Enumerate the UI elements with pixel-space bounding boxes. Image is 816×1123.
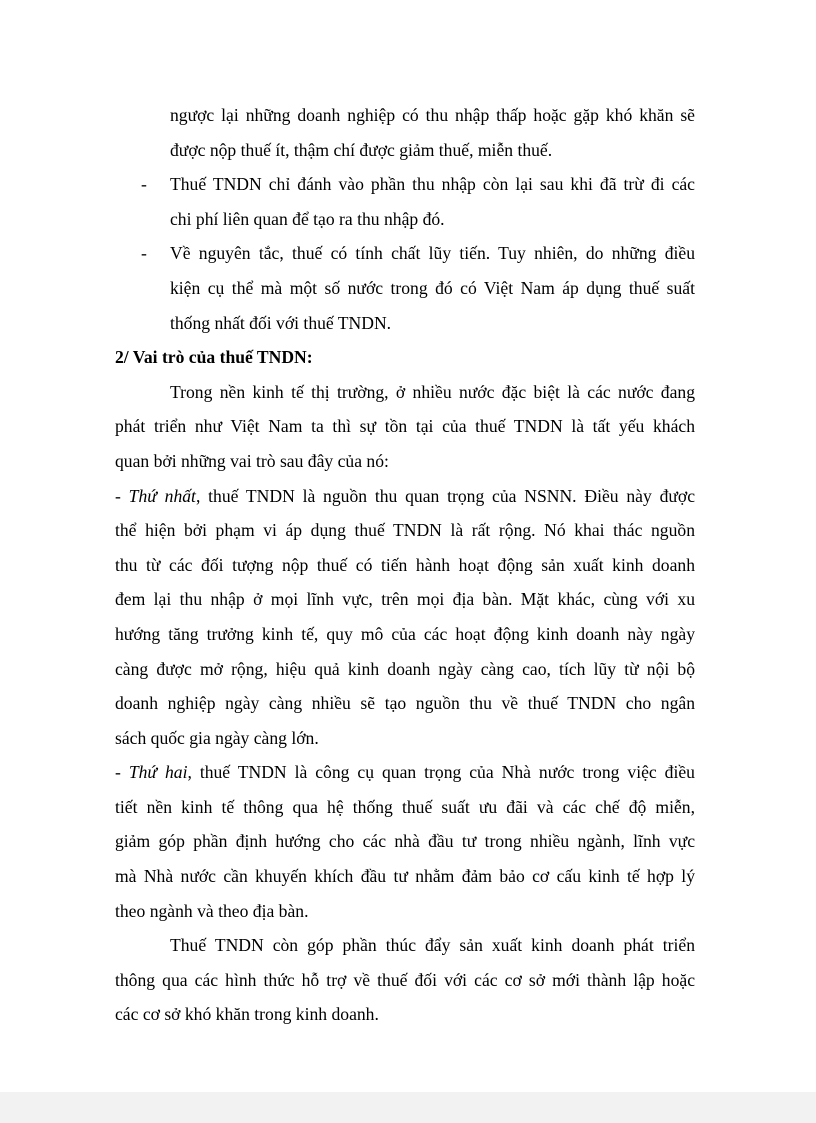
first-role-line-1 [115,479,695,514]
second-role-line-4: mà Nhà nước cần khuyến khích đầu tư nhằm đảm bảo cơ cấu kinh tế hợp lý [115,866,695,887]
second-role-line-2: tiết nền kinh tế thông qua hệ thống thuế suất ưu đãi và các chế độ miễn, [115,796,695,817]
second-role-line-5: theo ngành và theo địa bàn. [115,900,309,921]
bullet-3-line-2: kiện cụ thể mà một số nước trong đó có Việt Nam áp dụng thuế suất [170,277,695,298]
first-role-text-1: , thuế TNDN là nguồn thu quan trọng của NSNN. Điều này được [195,485,696,506]
bullet-2-text-1: Thuế TNDN chỉ đánh vào phần thu nhập còn lại sau khi đã trừ đi các [170,174,695,195]
bullet-dash: - [141,174,147,195]
bullet-3-text-1: Về nguyên tắc, thuế có tính chất lũy tiến. Tuy nhiên, do những điều [170,243,695,264]
first-role-line-3: thu từ các đối tượng nộp thuế có tiến hành hoạt động sản xuất kinh doanh [115,554,695,575]
first-role-line-4: đem lại thu nhập ở mọi lĩnh vực, trên mọi địa bàn. Mặt khác, cùng với xu [115,589,695,610]
first-role-line-8: sách quốc gia ngày càng lớn. [115,727,319,748]
first-role-label: Thứ nhất [128,485,196,506]
second-role-text-1: , thuế TNDN là công cụ quan trọng của Nhà nước trong việc điều [187,762,695,783]
bullet-1-line-1: ngược lại những doanh nghiệp có thu nhập thấp hoặc gặp khó khăn sẽ [170,105,695,125]
second-role-prefix: - [115,762,129,783]
first-role-line-5: hướng tăng trưởng kinh tế, quy mô của các hoạt động kinh doanh này ngày [115,623,695,644]
second-role-line-3: giảm góp phần định hướng cho các nhà đầu tư trong nhiều ngành, lĩnh vực [115,831,695,852]
bullet-dash: - [141,243,147,264]
closing-line-3: các cơ sở khó khăn trong kinh doanh. [115,1004,379,1025]
bullet-1-line-2: được nộp thuế ít, thậm chí được giảm thuế, miễn thuế. [170,139,553,160]
intro-line-2: phát triển như Việt Nam ta thì sự tồn tại của thuế TNDN là tất yếu khách [115,416,695,437]
document-body [115,98,695,1032]
section-heading: 2/ Vai trò của thuế TNDN: [115,347,313,368]
intro-line-3: quan bởi những vai trò sau đây của nó: [115,450,389,471]
closing-line-2: thông qua các hình thức hỗ trợ về thuế đối với các cơ sở mới thành lập hoặc [115,969,695,990]
closing-line-1: Thuế TNDN còn góp phần thúc đẩy sản xuất kinh doanh phát triển [170,935,695,956]
bullet-2-line-1 [115,167,695,202]
second-role-label: Thứ hai [128,762,188,783]
second-role-line-1 [115,755,695,790]
first-role-prefix: - [115,485,129,506]
bullet-2-line-2: chi phí liên quan để tạo ra thu nhập đó. [170,208,445,229]
page-bottom-shade [0,1092,816,1123]
first-role-line-2: thể hiện bởi phạm vi áp dụng thuế TNDN là rất rộng. Nó khai thác nguồn [115,520,695,541]
intro-line-1: Trong nền kinh tế thị trường, ở nhiều nước đặc biệt là các nước đang [170,381,695,402]
first-role-line-6: càng được mở rộng, hiệu quả kinh doanh ngày càng cao, tích lũy từ nội bộ [115,658,695,679]
bullet-3-line-3: thống nhất đối với thuế TNDN. [170,312,392,333]
bullet-3-line-1 [115,236,695,271]
first-role-line-7: doanh nghiệp ngày càng nhiều sẽ tạo nguồn thu về thuế TNDN cho ngân [115,693,695,714]
